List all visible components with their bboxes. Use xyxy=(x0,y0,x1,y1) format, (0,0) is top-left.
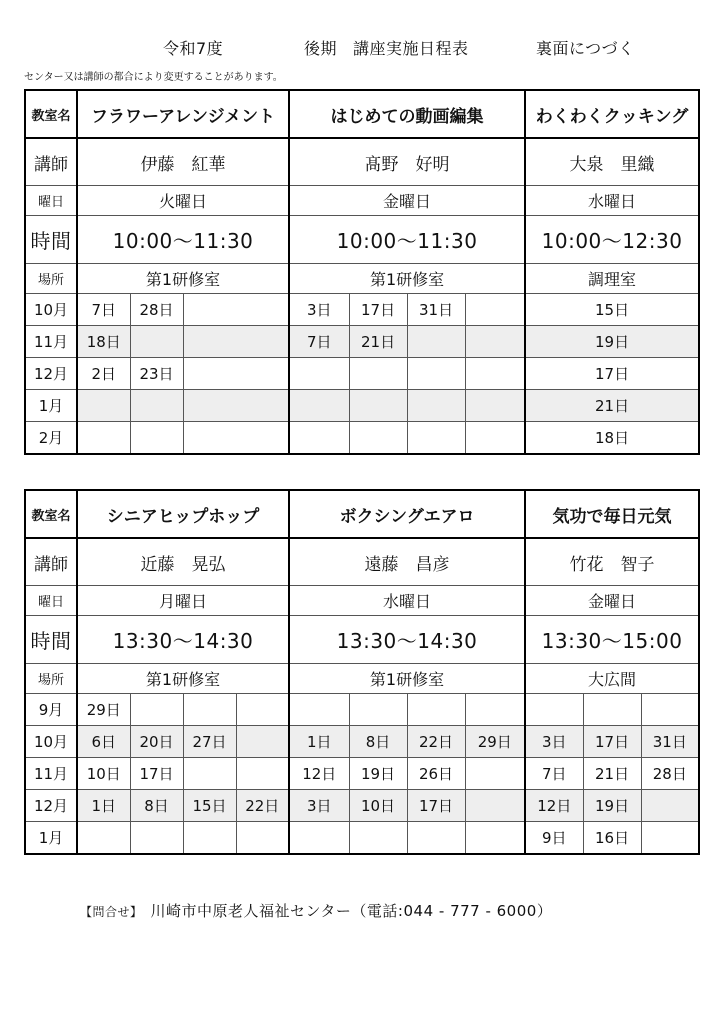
date-cell xyxy=(407,694,465,726)
label-weekday: 曜日 xyxy=(25,586,77,616)
date-cell xyxy=(236,822,289,855)
date-cell: 31日 xyxy=(407,294,465,326)
weekday-row xyxy=(25,186,699,216)
date-cell: 7日 xyxy=(525,758,583,790)
place-row xyxy=(25,264,699,294)
date-cell: 18日 xyxy=(77,326,130,358)
date-cell: 18日 xyxy=(525,422,699,455)
header-term: 後期 xyxy=(304,39,338,58)
date-cell: 15日 xyxy=(525,294,699,326)
month-row xyxy=(25,326,699,358)
date-cell: 22日 xyxy=(236,790,289,822)
date-cell xyxy=(77,822,130,855)
weekday: 金曜日 xyxy=(289,186,525,216)
date-cell: 8日 xyxy=(130,790,183,822)
date-cell: 19日 xyxy=(349,758,407,790)
date-cell: 20日 xyxy=(130,726,183,758)
course-name: はじめての動画編集 xyxy=(289,90,525,138)
month-row xyxy=(25,758,699,790)
course-name: ボクシングエアロ xyxy=(289,490,525,538)
month-row xyxy=(25,294,699,326)
teacher-row xyxy=(25,538,699,586)
month-label: 11月 xyxy=(25,326,77,358)
date-cell xyxy=(407,390,465,422)
date-cell xyxy=(349,422,407,455)
date-cell xyxy=(289,822,349,855)
contact-footer xyxy=(80,900,552,921)
date-cell xyxy=(407,326,465,358)
date-cell xyxy=(465,294,525,326)
contact-label: 【問合せ】 xyxy=(80,905,143,919)
date-cell: 17日 xyxy=(525,358,699,390)
label-teacher: 講師 xyxy=(25,138,77,186)
month-row xyxy=(25,422,699,455)
date-cell xyxy=(407,422,465,455)
month-row xyxy=(25,726,699,758)
place-row xyxy=(25,664,699,694)
date-cell xyxy=(349,390,407,422)
month-label: 12月 xyxy=(25,358,77,390)
date-cell: 19日 xyxy=(583,790,641,822)
date-cell xyxy=(183,358,289,390)
contact-phone: 044 - 777 - 6000 xyxy=(403,902,537,920)
continued-note: 裏面につづく xyxy=(536,39,635,58)
date-cell xyxy=(407,822,465,855)
header-year: 令和7度 xyxy=(163,39,224,58)
label-weekday: 曜日 xyxy=(25,186,77,216)
date-cell: 3日 xyxy=(525,726,583,758)
date-cell: 17日 xyxy=(349,294,407,326)
change-notice: センター又は講師の都合により変更することがあります。 xyxy=(24,72,283,83)
course-place: 第1研修室 xyxy=(77,264,289,294)
date-cell: 2日 xyxy=(77,358,130,390)
date-cell xyxy=(349,694,407,726)
date-cell xyxy=(289,694,349,726)
date-cell xyxy=(236,726,289,758)
date-cell: 29日 xyxy=(465,726,525,758)
date-cell xyxy=(289,358,349,390)
month-rows xyxy=(25,294,699,455)
teacher-name: 大泉 里織 xyxy=(525,138,699,186)
course-time: 10:00～11:30 xyxy=(289,216,525,264)
date-cell xyxy=(130,422,183,455)
course-time: 13:30～15:00 xyxy=(525,616,699,664)
label-time: 時間 xyxy=(25,216,77,264)
time-row xyxy=(25,616,699,664)
date-cell xyxy=(465,758,525,790)
month-label: 2月 xyxy=(25,422,77,455)
schedule-table-morning xyxy=(24,89,700,455)
month-label: 10月 xyxy=(25,726,77,758)
label-place: 場所 xyxy=(25,264,77,294)
month-row xyxy=(25,790,699,822)
date-cell: 17日 xyxy=(130,758,183,790)
course-place: 大広間 xyxy=(525,664,699,694)
teacher-name: 近藤 晃弘 xyxy=(77,538,289,586)
date-cell: 31日 xyxy=(641,726,699,758)
date-cell xyxy=(183,422,289,455)
date-cell: 3日 xyxy=(289,294,349,326)
label-place: 場所 xyxy=(25,664,77,694)
date-cell xyxy=(183,326,289,358)
date-cell: 21日 xyxy=(583,758,641,790)
date-cell xyxy=(349,358,407,390)
date-cell xyxy=(183,758,236,790)
course-place: 第1研修室 xyxy=(289,664,525,694)
month-label: 12月 xyxy=(25,790,77,822)
date-cell: 17日 xyxy=(407,790,465,822)
date-cell xyxy=(525,694,583,726)
month-label: 9月 xyxy=(25,694,77,726)
label-room: 教室名 xyxy=(25,90,77,138)
teacher-name: 髙野 好明 xyxy=(289,138,525,186)
date-cell xyxy=(183,294,289,326)
teacher-name: 竹花 智子 xyxy=(525,538,699,586)
date-cell xyxy=(130,390,183,422)
course-time: 10:00～12:30 xyxy=(525,216,699,264)
course-name: シニアヒップホップ xyxy=(77,490,289,538)
date-cell: 1日 xyxy=(289,726,349,758)
date-cell: 1日 xyxy=(77,790,130,822)
date-cell: 22日 xyxy=(407,726,465,758)
date-cell: 10日 xyxy=(77,758,130,790)
date-cell xyxy=(407,358,465,390)
course-place: 調理室 xyxy=(525,264,699,294)
weekday: 金曜日 xyxy=(525,586,699,616)
month-rows xyxy=(25,694,699,855)
date-cell xyxy=(465,390,525,422)
month-row xyxy=(25,390,699,422)
date-cell: 26日 xyxy=(407,758,465,790)
label-time: 時間 xyxy=(25,616,77,664)
date-cell xyxy=(289,390,349,422)
month-row xyxy=(25,694,699,726)
date-cell: 6日 xyxy=(77,726,130,758)
page-title: 講座実施日程表 xyxy=(353,39,469,58)
date-cell xyxy=(641,694,699,726)
course-time: 13:30～14:30 xyxy=(77,616,289,664)
month-row xyxy=(25,358,699,390)
date-cell: 17日 xyxy=(583,726,641,758)
label-teacher: 講師 xyxy=(25,538,77,586)
date-cell: 27日 xyxy=(183,726,236,758)
date-cell xyxy=(183,390,289,422)
course-name-row xyxy=(25,90,699,138)
date-cell xyxy=(77,422,130,455)
contact-phone-prefix: （電話: xyxy=(351,902,404,920)
contact-org: 川崎市中原老人福祉センター xyxy=(150,902,352,920)
date-cell xyxy=(465,326,525,358)
weekday: 水曜日 xyxy=(289,586,525,616)
date-cell xyxy=(465,822,525,855)
date-cell xyxy=(465,358,525,390)
date-cell: 21日 xyxy=(525,390,699,422)
date-cell xyxy=(349,822,407,855)
time-row xyxy=(25,216,699,264)
date-cell: 12日 xyxy=(525,790,583,822)
weekday: 月曜日 xyxy=(77,586,289,616)
date-cell xyxy=(236,758,289,790)
date-cell xyxy=(183,694,236,726)
label-room: 教室名 xyxy=(25,490,77,538)
course-name-row xyxy=(25,490,699,538)
date-cell xyxy=(465,790,525,822)
course-name: 気功で毎日元気 xyxy=(525,490,699,538)
course-name: わくわくクッキング xyxy=(525,90,699,138)
date-cell xyxy=(130,326,183,358)
date-cell xyxy=(183,822,236,855)
date-cell: 15日 xyxy=(183,790,236,822)
date-cell: 21日 xyxy=(349,326,407,358)
date-cell xyxy=(465,694,525,726)
course-place: 第1研修室 xyxy=(77,664,289,694)
course-name: フラワーアレンジメント xyxy=(77,90,289,138)
date-cell: 12日 xyxy=(289,758,349,790)
date-cell: 7日 xyxy=(289,326,349,358)
date-cell xyxy=(641,790,699,822)
date-cell xyxy=(130,822,183,855)
date-cell: 8日 xyxy=(349,726,407,758)
month-label: 11月 xyxy=(25,758,77,790)
month-label: 1月 xyxy=(25,390,77,422)
course-time: 10:00～11:30 xyxy=(77,216,289,264)
date-cell: 19日 xyxy=(525,326,699,358)
date-cell xyxy=(77,390,130,422)
month-label: 1月 xyxy=(25,822,77,855)
date-cell xyxy=(583,694,641,726)
date-cell: 28日 xyxy=(130,294,183,326)
month-row xyxy=(25,822,699,855)
date-cell: 10日 xyxy=(349,790,407,822)
date-cell xyxy=(465,422,525,455)
date-cell: 23日 xyxy=(130,358,183,390)
teacher-row xyxy=(25,138,699,186)
date-cell: 3日 xyxy=(289,790,349,822)
date-cell: 29日 xyxy=(77,694,130,726)
date-cell: 16日 xyxy=(583,822,641,855)
schedule-table-afternoon xyxy=(24,489,700,855)
contact-phone-suffix: ） xyxy=(536,902,553,920)
course-time: 13:30～14:30 xyxy=(289,616,525,664)
date-cell: 9日 xyxy=(525,822,583,855)
weekday: 火曜日 xyxy=(77,186,289,216)
date-cell xyxy=(236,694,289,726)
teacher-name: 遠藤 昌彦 xyxy=(289,538,525,586)
date-cell xyxy=(641,822,699,855)
teacher-name: 伊藤 紅華 xyxy=(77,138,289,186)
date-cell xyxy=(130,694,183,726)
date-cell: 28日 xyxy=(641,758,699,790)
course-place: 第1研修室 xyxy=(289,264,525,294)
weekday: 水曜日 xyxy=(525,186,699,216)
date-cell xyxy=(289,422,349,455)
weekday-row xyxy=(25,586,699,616)
month-label: 10月 xyxy=(25,294,77,326)
date-cell: 7日 xyxy=(77,294,130,326)
